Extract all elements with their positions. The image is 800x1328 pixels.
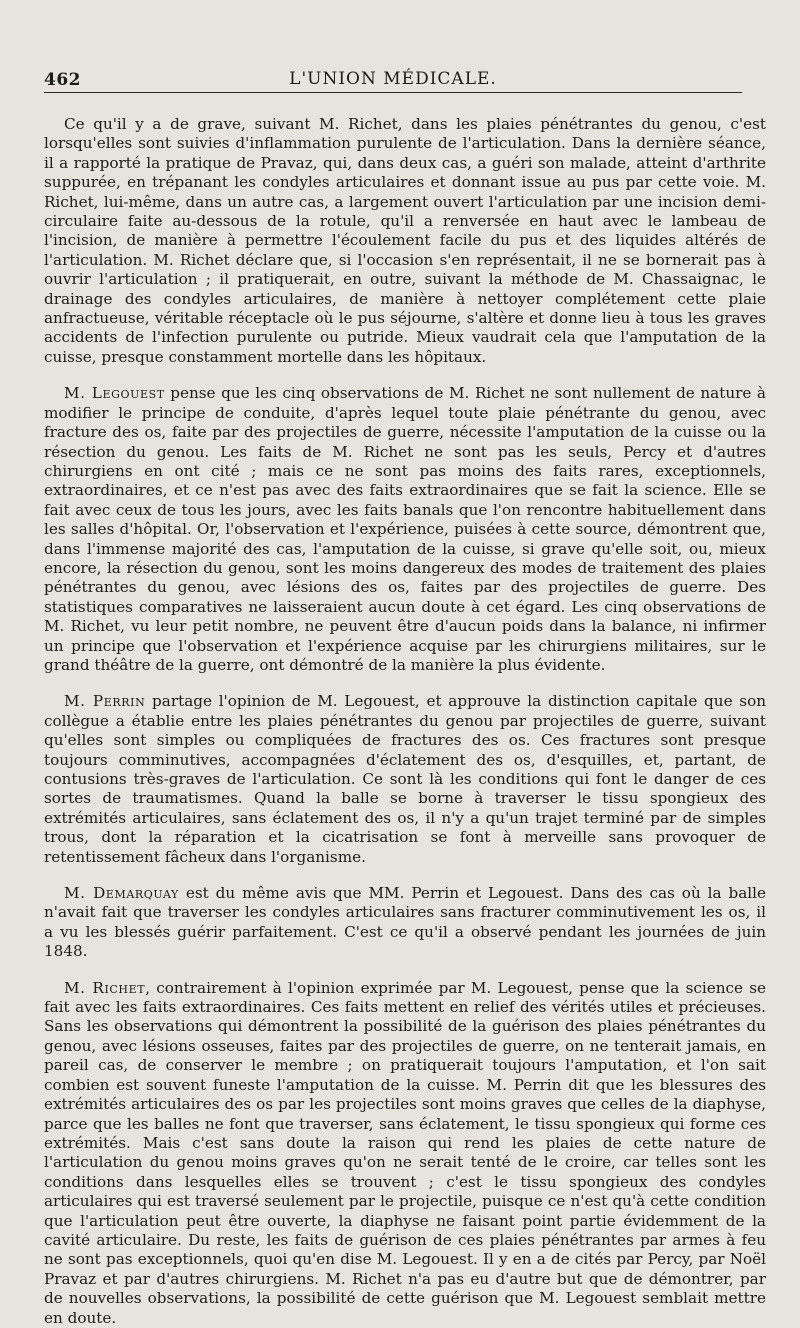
paragraph-text: , contrairement à l'opinion exprimée par M. Legouest, pense que la science se fait avec les faits extraordinaires. Ces faits mettent en relief des vérités utiles et précieuses. Sans les observations qui démontrent la possibilité de la guérison des plaies pénétrantes du genou, avec lésions osseuses, faites par des projectiles de guerre, on ne tenterait jamais, en pareil cas, de conserver le membre ; on pratiquerait toujours l'amputation, et l'on sait combien est souvent funeste l'amputation de la cuisse. M. Perrin dit que les blessures des extrémités articulaires des os par les projectiles sont moins graves que celles de la diaphyse, parce que les balles ne font que traverser, sans éclatement, le tissu spongieux qui forme ces extrémités. Mais c'est sans doute la raison qui rend les plaies de cette nature de l'articulation du genou moins graves qu'on ne serait tenté de le croire, car telles sont les conditions dans lesquelles elles se trouvent ; c'est le tissu spongieux des condyles articulaires qui est traversé seulement par le projectile, puisque ce n'est qu'à cette condition que l'articulation peut être ouverte, la diaphyse ne faisant point partie évidemment de la cavité articulaire. Du reste, les faits de guérison de ces plaies pénétrantes par armes à feu ne sont pas exceptionnels, quoi qu'en dise M. Legouest. Il y en a de cités par Percy, par Noël Pravaz et par d'autres chirurgiens. M. Richet n'a pas eu d'autre but que de démontrer, par de nouvelles observations, la possibilité de cette guérison que M. Legouest semblait mettre en doute.: [44, 978, 767, 1327]
article-body: [44, 115, 766, 1328]
speaker-name: M. Legouest: [64, 384, 165, 403]
paragraph-legouest: [44, 384, 766, 675]
paragraph-text: est du même avis que MM. Perrin et Legouest. Dans des cas où la balle n'avait fait que traverser les condyles articulaires sans fracturer comminutivement les os, il a vu les blessés guérir parfaitement. C'est ce qu'il a observé pendant les journées de juin 1848.: [44, 884, 766, 961]
page-number: 462: [44, 70, 81, 90]
paragraph-richet-reply: [44, 979, 766, 1328]
speaker-name: M. Perrin: [64, 692, 146, 711]
paragraph-text: Ce qu'il y a de grave, suivant M. Richet, dans les plaies pénétrantes du genou, c'est lorsqu'elles sont suivies d'inflammation purulente de l'articulation. Dans la dernière séance, il a rapporté la pratique de Pravaz, qui, dans deux cas, a guéri son malade, atteint d'arthrite suppurée, en trépanant les condyles articulaires et donnant issue au pus par cette voie. M. Richet, lui-même, dans un autre cas, a largement ouvert l'articulation par une incision demi-circulaire faite au-dessous de la rotule, qu'il a renversée en haut avec le lambeau de l'incision, de manière à permettre l'écoulement facile du pus et des liquides altérés de l'articulation. M. Richet déclare que, si l'occasion s'en représentait, il ne se bornerait pas à ouvrir l'articulation ; il pratiquerait, en outre, suivant la méthode de M. Chassaignac, le drainage des condyles articulaires, de manière à nettoyer complétement cette plaie anfractueuse, véritable réceptacle où le pus séjourne, s'altère et donne lieu à tous les graves accidents de l'infection purulente ou putride. Mieux vaudrait cela que l'amputation de la cuisse, presque constamment mortelle dans les hôpitaux.: [44, 115, 766, 366]
paragraph-demarquay: [44, 884, 766, 962]
speaker-name: M. Demarquay: [64, 884, 179, 903]
journal-title: L'UNION MÉDICALE.: [289, 69, 497, 89]
running-header: [44, 68, 742, 93]
paragraph-perrin: [44, 692, 766, 867]
paragraph-text: partage l'opinion de M. Legouest, et approuve la distinction capitale que son collègue a établie entre les plaies pénétrantes du genou par projectiles de guerre, suivant qu'elles sont simples ou compliquées de fractures des os. Ces fractures sont presque toujours comminutives, accompagnées d'éclatement des os, d'esquilles, et, partant, de contusions très-graves de l'articulation. Ce sont là les conditions qui font le danger de ces sortes de traumatismes. Quand la balle se borne à traverser le tissu spongieux des extrémités articulaires, sans éclatement des os, il n'y a qu'un trajet terminé par de simples trous, dont la réparation et la cicatrisation se font à merveille sans provoquer de retentissement fâcheux dans l'organisme.: [44, 692, 767, 866]
paragraph-richet-intro: [44, 115, 766, 367]
speaker-name: M. Richet: [64, 978, 146, 997]
paragraph-text: pense que les cinq observations de M. Richet ne sont nullement de nature à modifier le principe de conduite, d'après lequel toute plaie pénétrante du genou, avec fracture des os, faite par des projectiles de guerre, nécessite l'amputation de la cuisse ou la résection du genou. Les faits de M. Richet ne sont pas les seuls, Percy et d'autres chirurgiens en ont cité ; mais ce ne sont pas moins des faits rares, exceptionnels, extraordinaires, et ce n'est pas avec des faits extraordinaires que se fait la science. Elle se fait avec ceux de tous les jours, avec les faits banals que l'on rencontre habituellement dans les salles d'hôpital. Or, l'observation et l'expérience, puisées à cette source, démontrent que, dans l'immense majorité des cas, l'amputation de la cuisse, si grave qu'elle soit, ou, mieux encore, la résection du genou, sont les moins dangereux des modes de traitement des plaies pénétrantes du genou, avec lésions des os, faites par des projectiles de guerre. Des statistiques comparatives ne laisseraient aucun doute à cet égard. Les cinq observations de M. Richet, vu leur petit nombre, ne peuvent être d'aucun poids dans la balance, ni infirmer un principe que l'observation et l'expérience acquise par les chirurgiens militaires, sur le grand théâtre de la guerre, ont démontré de la manière la plus évidente.: [44, 384, 766, 674]
